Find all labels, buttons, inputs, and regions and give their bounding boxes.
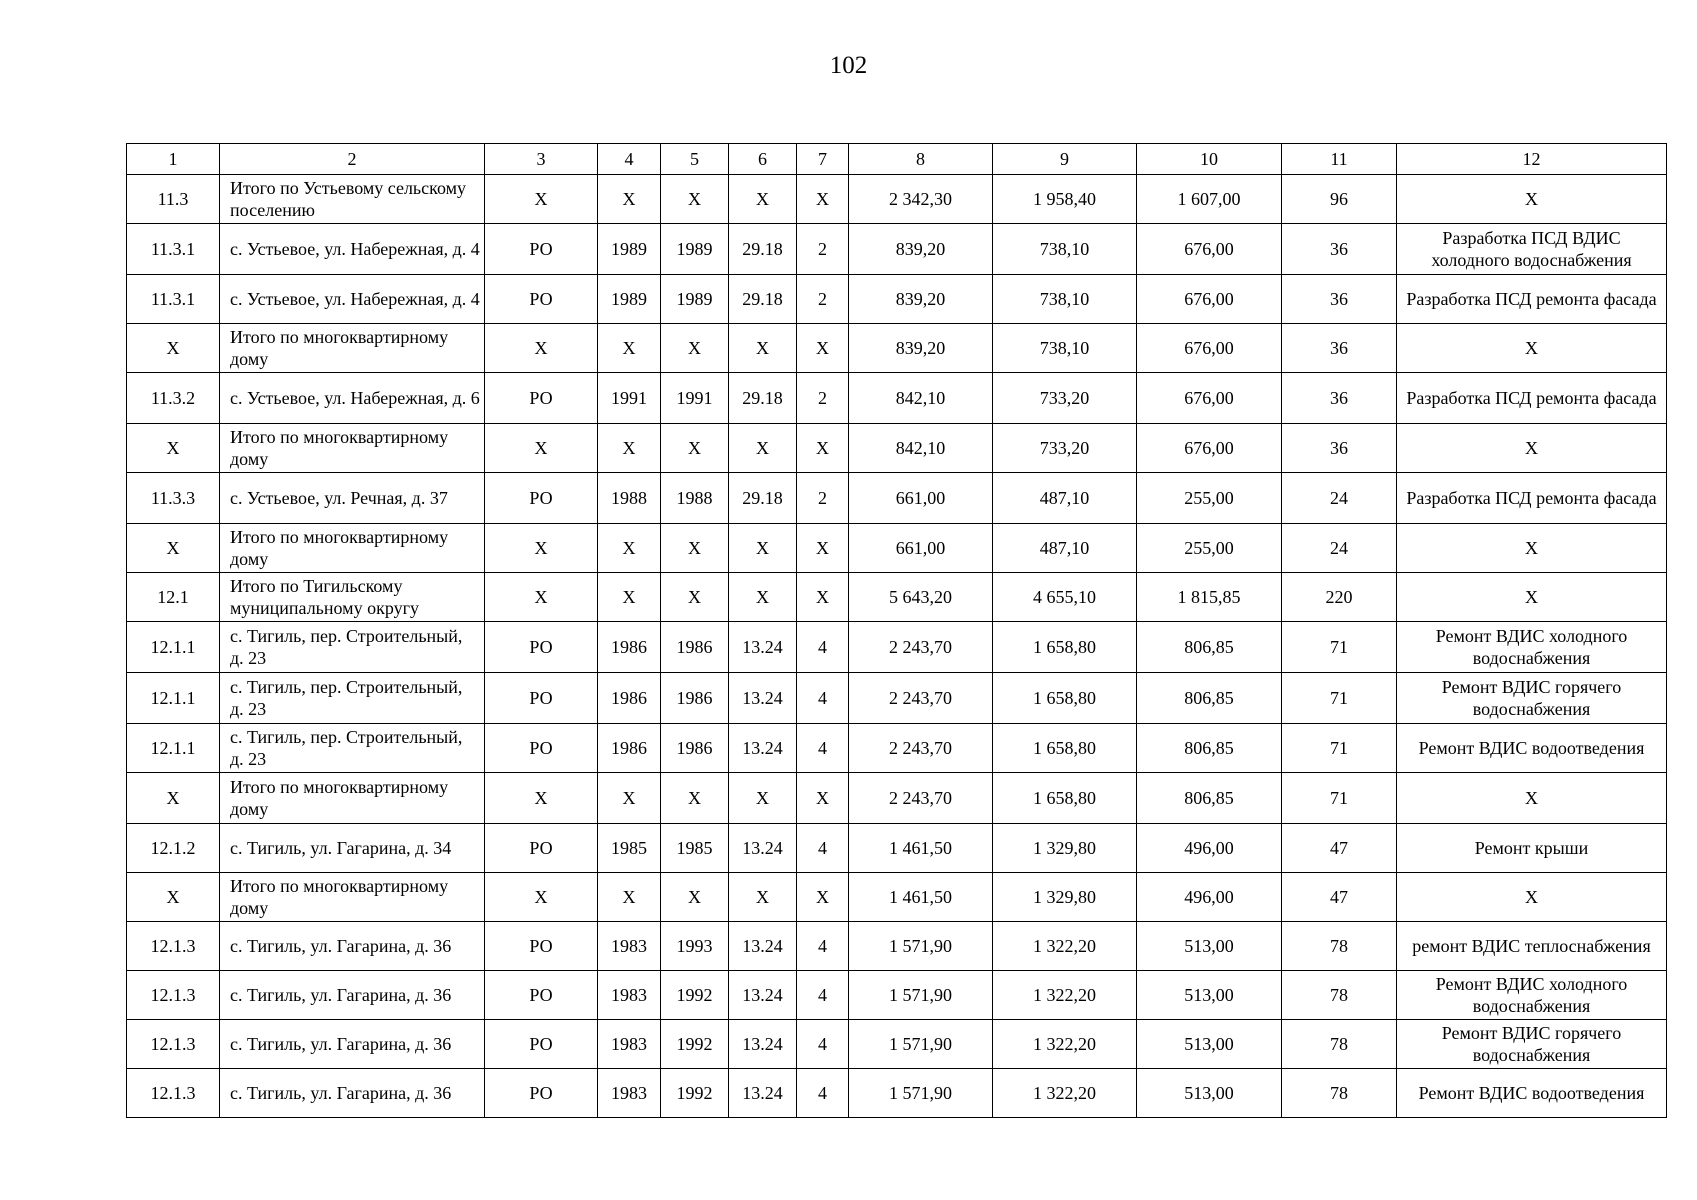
table-row: [127, 622, 1667, 673]
build-year-cell: 1988: [598, 473, 661, 524]
nonliving-area-cell: 676,00: [1137, 424, 1282, 473]
address-cell: с. Устьевое, ул. Речная, д. 37: [220, 473, 485, 524]
row-number-cell: 11.3.1: [127, 224, 220, 275]
build-year-cell: X: [598, 524, 661, 573]
column-number-4: 4: [598, 144, 661, 175]
nonliving-area-cell: 513,00: [1137, 1069, 1282, 1118]
table-row: [127, 224, 1667, 275]
work-type-cell: Разработка ПСД ВДИС холодного водоснабжения: [1397, 224, 1667, 275]
floors-cell: 4: [797, 922, 849, 971]
ownership-cell: РО: [485, 275, 598, 324]
living-area-cell: 1 958,40: [993, 175, 1137, 224]
nonliving-area-cell: 806,85: [1137, 673, 1282, 724]
total-area-cell: 1 461,50: [849, 873, 993, 922]
residents-cell: 36: [1282, 373, 1397, 424]
row-number-cell: X: [127, 324, 220, 373]
work-type-cell: X: [1397, 773, 1667, 824]
address-cell: с. Тигиль, ул. Гагарина, д. 36: [220, 1069, 485, 1118]
commission-year-cell: 1992: [661, 1020, 729, 1069]
work-type-cell: Ремонт ВДИС горячего водоснабжения: [1397, 673, 1667, 724]
table-row: [127, 373, 1667, 424]
total-area-cell: 1 571,90: [849, 1020, 993, 1069]
work-type-cell: Разработка ПСД ремонта фасада: [1397, 473, 1667, 524]
address-cell: Итого по Устьевому сельскому поселению: [220, 175, 485, 224]
fias-code-cell: X: [729, 773, 797, 824]
living-area-cell: 487,10: [993, 473, 1137, 524]
work-type-cell: X: [1397, 873, 1667, 922]
ownership-cell: РО: [485, 673, 598, 724]
row-number-cell: 12.1.1: [127, 622, 220, 673]
nonliving-area-cell: 496,00: [1137, 824, 1282, 873]
commission-year-cell: X: [661, 175, 729, 224]
address-cell: Итого по многоквартирному дому: [220, 773, 485, 824]
address-cell: с. Тигиль, пер. Строительный, д. 23: [220, 724, 485, 773]
residents-cell: 24: [1282, 473, 1397, 524]
fias-code-cell: 13.24: [729, 922, 797, 971]
column-number-2: 2: [220, 144, 485, 175]
residents-cell: 36: [1282, 275, 1397, 324]
ownership-cell: РО: [485, 724, 598, 773]
address-cell: с. Тигиль, ул. Гагарина, д. 36: [220, 922, 485, 971]
living-area-cell: 738,10: [993, 324, 1137, 373]
row-number-cell: 11.3: [127, 175, 220, 224]
ownership-cell: X: [485, 773, 598, 824]
floors-cell: 4: [797, 622, 849, 673]
table-row: [127, 971, 1667, 1020]
column-number-8: 8: [849, 144, 993, 175]
work-type-cell: Разработка ПСД ремонта фасада: [1397, 373, 1667, 424]
floors-cell: X: [797, 324, 849, 373]
ownership-cell: X: [485, 524, 598, 573]
residents-cell: 78: [1282, 1020, 1397, 1069]
row-number-cell: 12.1.2: [127, 824, 220, 873]
build-year-cell: 1983: [598, 971, 661, 1020]
column-number-3: 3: [485, 144, 598, 175]
floors-cell: 2: [797, 373, 849, 424]
table-row: [127, 673, 1667, 724]
work-type-cell: X: [1397, 324, 1667, 373]
living-area-cell: 1 329,80: [993, 873, 1137, 922]
residents-cell: 71: [1282, 724, 1397, 773]
build-year-cell: 1983: [598, 1020, 661, 1069]
fias-code-cell: 13.24: [729, 824, 797, 873]
ownership-cell: РО: [485, 1069, 598, 1118]
table-row: [127, 773, 1667, 824]
nonliving-area-cell: 1 815,85: [1137, 573, 1282, 622]
commission-year-cell: 1988: [661, 473, 729, 524]
table-row: [127, 175, 1667, 224]
commission-year-cell: X: [661, 773, 729, 824]
living-area-cell: 1 322,20: [993, 1020, 1137, 1069]
address-cell: с. Тигиль, ул. Гагарина, д. 34: [220, 824, 485, 873]
row-number-cell: 12.1.3: [127, 1020, 220, 1069]
row-number-cell: 12.1.1: [127, 724, 220, 773]
ownership-cell: X: [485, 873, 598, 922]
table-row: [127, 724, 1667, 773]
total-area-cell: 1 571,90: [849, 922, 993, 971]
floors-cell: X: [797, 524, 849, 573]
build-year-cell: 1986: [598, 673, 661, 724]
commission-year-cell: 1989: [661, 224, 729, 275]
living-area-cell: 1 658,80: [993, 724, 1137, 773]
table-row: [127, 573, 1667, 622]
nonliving-area-cell: 513,00: [1137, 1020, 1282, 1069]
living-area-cell: 738,10: [993, 224, 1137, 275]
table-row: [127, 922, 1667, 971]
total-area-cell: 2 342,30: [849, 175, 993, 224]
build-year-cell: 1989: [598, 224, 661, 275]
work-type-cell: Разработка ПСД ремонта фасада: [1397, 275, 1667, 324]
commission-year-cell: X: [661, 873, 729, 922]
ownership-cell: РО: [485, 1020, 598, 1069]
commission-year-cell: X: [661, 324, 729, 373]
residents-cell: 71: [1282, 622, 1397, 673]
floors-cell: 2: [797, 224, 849, 275]
build-year-cell: X: [598, 773, 661, 824]
commission-year-cell: 1992: [661, 971, 729, 1020]
row-number-cell: 12.1.3: [127, 922, 220, 971]
living-area-cell: 733,20: [993, 373, 1137, 424]
residents-cell: 78: [1282, 971, 1397, 1020]
floors-cell: 4: [797, 1069, 849, 1118]
total-area-cell: 1 461,50: [849, 824, 993, 873]
total-area-cell: 661,00: [849, 524, 993, 573]
nonliving-area-cell: 676,00: [1137, 324, 1282, 373]
work-type-cell: X: [1397, 175, 1667, 224]
nonliving-area-cell: 496,00: [1137, 873, 1282, 922]
total-area-cell: 661,00: [849, 473, 993, 524]
residents-cell: 24: [1282, 524, 1397, 573]
row-number-cell: 11.3.1: [127, 275, 220, 324]
column-number-9: 9: [993, 144, 1137, 175]
table-body: [127, 144, 1667, 1118]
nonliving-area-cell: 676,00: [1137, 224, 1282, 275]
floors-cell: X: [797, 424, 849, 473]
total-area-cell: 5 643,20: [849, 573, 993, 622]
fias-code-cell: X: [729, 424, 797, 473]
nonliving-area-cell: 1 607,00: [1137, 175, 1282, 224]
ownership-cell: X: [485, 324, 598, 373]
column-number-11: 11: [1282, 144, 1397, 175]
fias-code-cell: 29.18: [729, 473, 797, 524]
total-area-cell: 1 571,90: [849, 1069, 993, 1118]
floors-cell: 4: [797, 1020, 849, 1069]
commission-year-cell: X: [661, 524, 729, 573]
row-number-cell: 12.1: [127, 573, 220, 622]
residents-cell: 78: [1282, 1069, 1397, 1118]
column-number-6: 6: [729, 144, 797, 175]
nonliving-area-cell: 806,85: [1137, 724, 1282, 773]
row-number-cell: X: [127, 424, 220, 473]
residents-cell: 78: [1282, 922, 1397, 971]
total-area-cell: 2 243,70: [849, 724, 993, 773]
commission-year-cell: 1986: [661, 673, 729, 724]
ownership-cell: РО: [485, 971, 598, 1020]
fias-code-cell: X: [729, 524, 797, 573]
floors-cell: X: [797, 773, 849, 824]
ownership-cell: РО: [485, 824, 598, 873]
residents-cell: 36: [1282, 424, 1397, 473]
fias-code-cell: X: [729, 873, 797, 922]
table-row: [127, 1020, 1667, 1069]
living-area-cell: 738,10: [993, 275, 1137, 324]
table-row: [127, 424, 1667, 473]
column-number-12: 12: [1397, 144, 1667, 175]
nonliving-area-cell: 806,85: [1137, 622, 1282, 673]
fias-code-cell: X: [729, 175, 797, 224]
address-cell: Итого по многоквартирному дому: [220, 324, 485, 373]
living-area-cell: 4 655,10: [993, 573, 1137, 622]
table-header-row: [127, 144, 1667, 175]
residents-cell: 96: [1282, 175, 1397, 224]
address-cell: с. Тигиль, пер. Строительный, д. 23: [220, 622, 485, 673]
living-area-cell: 1 658,80: [993, 673, 1137, 724]
floors-cell: X: [797, 573, 849, 622]
ownership-cell: X: [485, 175, 598, 224]
build-year-cell: 1986: [598, 622, 661, 673]
total-area-cell: 839,20: [849, 324, 993, 373]
ownership-cell: РО: [485, 473, 598, 524]
living-area-cell: 1 322,20: [993, 1069, 1137, 1118]
column-number-5: 5: [661, 144, 729, 175]
floors-cell: X: [797, 873, 849, 922]
total-area-cell: 1 571,90: [849, 971, 993, 1020]
column-number-7: 7: [797, 144, 849, 175]
living-area-cell: 1 658,80: [993, 773, 1137, 824]
work-type-cell: X: [1397, 573, 1667, 622]
fias-code-cell: X: [729, 573, 797, 622]
ownership-cell: РО: [485, 922, 598, 971]
residents-cell: 36: [1282, 324, 1397, 373]
ownership-cell: X: [485, 573, 598, 622]
work-type-cell: Ремонт ВДИС водоотведения: [1397, 724, 1667, 773]
work-type-cell: Ремонт ВДИС холодного водоснабжения: [1397, 971, 1667, 1020]
ownership-cell: РО: [485, 224, 598, 275]
fias-code-cell: 13.24: [729, 1020, 797, 1069]
floors-cell: 4: [797, 971, 849, 1020]
address-cell: Итого по многоквартирному дому: [220, 424, 485, 473]
address-cell: Итого по многоквартирному дому: [220, 524, 485, 573]
page-number: 102: [829, 52, 868, 79]
work-type-cell: Ремонт ВДИС водоотведения: [1397, 1069, 1667, 1118]
nonliving-area-cell: 676,00: [1137, 275, 1282, 324]
nonliving-area-cell: 513,00: [1137, 922, 1282, 971]
build-year-cell: 1983: [598, 922, 661, 971]
floors-cell: X: [797, 175, 849, 224]
fias-code-cell: 13.24: [729, 673, 797, 724]
address-cell: с. Устьевое, ул. Набережная, д. 4: [220, 275, 485, 324]
total-area-cell: 2 243,70: [849, 673, 993, 724]
fias-code-cell: 29.18: [729, 224, 797, 275]
table-row: [127, 275, 1667, 324]
living-area-cell: 1 658,80: [993, 622, 1137, 673]
table-row: [127, 324, 1667, 373]
total-area-cell: 842,10: [849, 373, 993, 424]
living-area-cell: 1 329,80: [993, 824, 1137, 873]
fias-code-cell: 29.18: [729, 275, 797, 324]
living-area-cell: 1 322,20: [993, 971, 1137, 1020]
living-area-cell: 487,10: [993, 524, 1137, 573]
commission-year-cell: 1991: [661, 373, 729, 424]
nonliving-area-cell: 255,00: [1137, 524, 1282, 573]
build-year-cell: 1989: [598, 275, 661, 324]
nonliving-area-cell: 255,00: [1137, 473, 1282, 524]
total-area-cell: 842,10: [849, 424, 993, 473]
residents-cell: 71: [1282, 673, 1397, 724]
nonliving-area-cell: 806,85: [1137, 773, 1282, 824]
row-number-cell: 11.3.3: [127, 473, 220, 524]
address-cell: с. Устьевое, ул. Набережная, д. 6: [220, 373, 485, 424]
work-type-cell: Ремонт ВДИС холодного водоснабжения: [1397, 622, 1667, 673]
commission-year-cell: 1985: [661, 824, 729, 873]
table-row: [127, 473, 1667, 524]
column-number-10: 10: [1137, 144, 1282, 175]
address-cell: Итого по Тигильскому муниципальному округу: [220, 573, 485, 622]
residents-cell: 36: [1282, 224, 1397, 275]
address-cell: с. Устьевое, ул. Набережная, д. 4: [220, 224, 485, 275]
row-number-cell: X: [127, 873, 220, 922]
build-year-cell: X: [598, 873, 661, 922]
commission-year-cell: X: [661, 573, 729, 622]
floors-cell: 4: [797, 824, 849, 873]
nonliving-area-cell: 513,00: [1137, 971, 1282, 1020]
build-year-cell: 1983: [598, 1069, 661, 1118]
commission-year-cell: 1989: [661, 275, 729, 324]
build-year-cell: X: [598, 573, 661, 622]
address-cell: Итого по многоквартирному дому: [220, 873, 485, 922]
residents-cell: 47: [1282, 873, 1397, 922]
fias-code-cell: 13.24: [729, 1069, 797, 1118]
build-year-cell: 1991: [598, 373, 661, 424]
work-type-cell: X: [1397, 424, 1667, 473]
work-type-cell: X: [1397, 524, 1667, 573]
table-row: [127, 873, 1667, 922]
fias-code-cell: 29.18: [729, 373, 797, 424]
row-number-cell: X: [127, 773, 220, 824]
living-area-cell: 1 322,20: [993, 922, 1137, 971]
total-area-cell: 839,20: [849, 224, 993, 275]
ownership-cell: РО: [485, 373, 598, 424]
commission-year-cell: X: [661, 424, 729, 473]
nonliving-area-cell: 676,00: [1137, 373, 1282, 424]
residents-cell: 220: [1282, 573, 1397, 622]
row-number-cell: 12.1.3: [127, 971, 220, 1020]
table-row: [127, 824, 1667, 873]
table-row: [127, 1069, 1667, 1118]
build-year-cell: 1986: [598, 724, 661, 773]
ownership-cell: РО: [485, 622, 598, 673]
commission-year-cell: 1993: [661, 922, 729, 971]
living-area-cell: 733,20: [993, 424, 1137, 473]
address-cell: с. Тигиль, ул. Гагарина, д. 36: [220, 1020, 485, 1069]
floors-cell: 2: [797, 275, 849, 324]
commission-year-cell: 1986: [661, 622, 729, 673]
row-number-cell: 12.1.3: [127, 1069, 220, 1118]
floors-cell: 4: [797, 724, 849, 773]
floors-cell: 4: [797, 673, 849, 724]
row-number-cell: 12.1.1: [127, 673, 220, 724]
build-year-cell: X: [598, 175, 661, 224]
residents-cell: 47: [1282, 824, 1397, 873]
address-cell: с. Тигиль, пер. Строительный, д. 23: [220, 673, 485, 724]
column-number-1: 1: [127, 144, 220, 175]
address-cell: с. Тигиль, ул. Гагарина, д. 36: [220, 971, 485, 1020]
total-area-cell: 2 243,70: [849, 773, 993, 824]
table-row: [127, 524, 1667, 573]
fias-code-cell: 13.24: [729, 724, 797, 773]
capital-repair-table: [126, 143, 1667, 1118]
residents-cell: 71: [1282, 773, 1397, 824]
fias-code-cell: X: [729, 324, 797, 373]
commission-year-cell: 1986: [661, 724, 729, 773]
fias-code-cell: 13.24: [729, 971, 797, 1020]
row-number-cell: X: [127, 524, 220, 573]
build-year-cell: X: [598, 424, 661, 473]
work-type-cell: Ремонт крыши: [1397, 824, 1667, 873]
build-year-cell: 1985: [598, 824, 661, 873]
commission-year-cell: 1992: [661, 1069, 729, 1118]
total-area-cell: 839,20: [849, 275, 993, 324]
build-year-cell: X: [598, 324, 661, 373]
work-type-cell: Ремонт ВДИС горячего водоснабжения: [1397, 1020, 1667, 1069]
work-type-cell: ремонт ВДИС теплоснабжения: [1397, 922, 1667, 971]
total-area-cell: 2 243,70: [849, 622, 993, 673]
floors-cell: 2: [797, 473, 849, 524]
fias-code-cell: 13.24: [729, 622, 797, 673]
ownership-cell: X: [485, 424, 598, 473]
row-number-cell: 11.3.2: [127, 373, 220, 424]
